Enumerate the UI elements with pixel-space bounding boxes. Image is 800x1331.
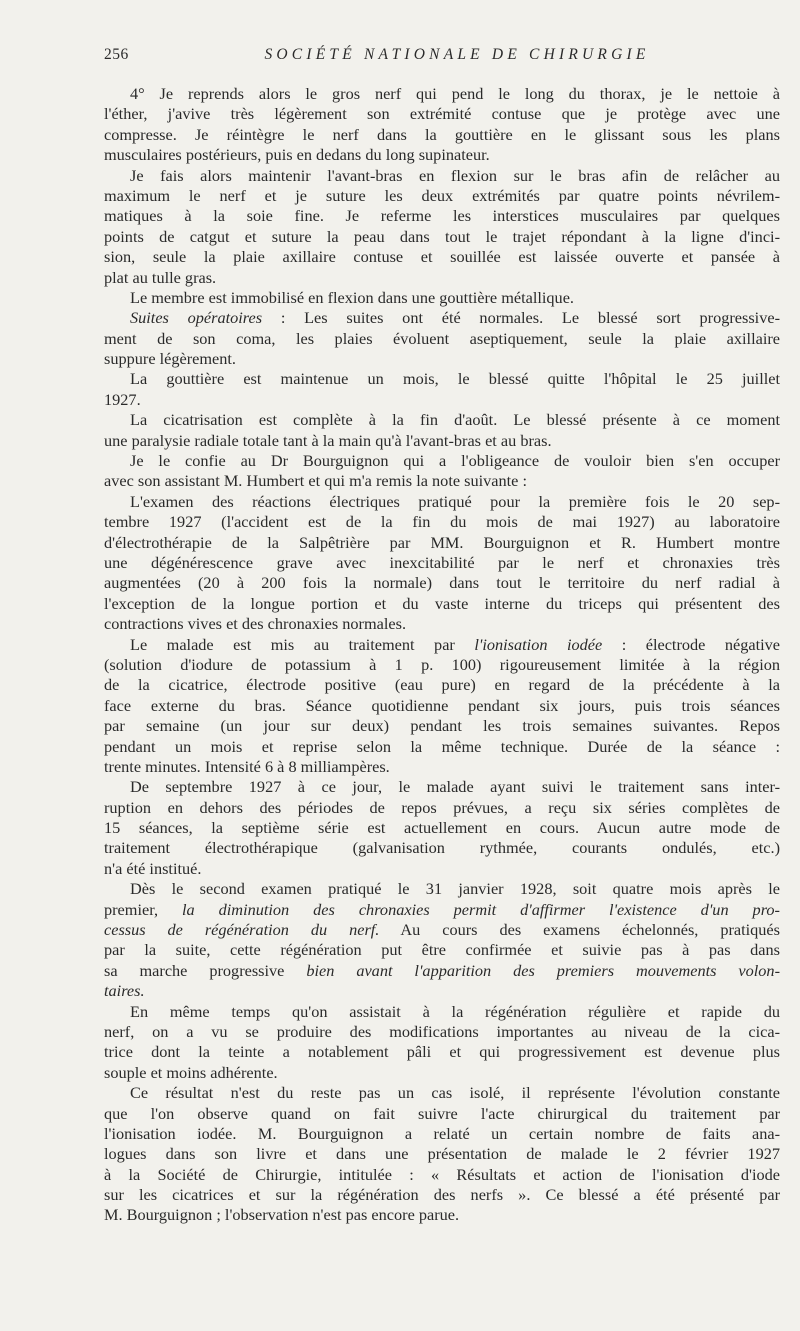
text-run: : électrode négative (602, 634, 781, 654)
running-title: SOCIÉTÉ NATIONALE DE CHIRURGIE (264, 46, 650, 63)
italic-text: cessus de régénération du nerf. (104, 920, 380, 940)
text-run: de la cicatrice, électrode positive (eau pure) en regard de la précédente à la (104, 675, 780, 695)
text-run: nerf, on a vu se produire des modifications importantes au niveau de la cica- (104, 1021, 780, 1041)
text-line (104, 553, 780, 573)
text-line (104, 166, 780, 186)
text-line (104, 308, 780, 328)
text-line (104, 431, 780, 451)
italic-text: bien avant l'apparition des premiers mouvements volon- (306, 960, 780, 980)
text-line (104, 227, 780, 247)
text-line (104, 900, 780, 920)
text-line (104, 594, 780, 614)
text-line (104, 1063, 780, 1083)
text-run: En même temps qu'on assistait à la régénération régulière et rapide du (130, 1001, 780, 1021)
text-line (104, 614, 780, 634)
text-line (104, 1104, 780, 1124)
text-line (104, 818, 780, 838)
text-line (104, 879, 780, 899)
italic-text: Suites opératoires (130, 308, 263, 328)
text-line (104, 104, 780, 124)
text-line (104, 329, 780, 349)
text-run: Le malade est mis au traitement par (130, 634, 475, 654)
text-line (104, 288, 780, 308)
text-line (104, 349, 780, 369)
text-line (104, 125, 780, 145)
text-run: La gouttière est maintenue un mois, le blessé quitte l'hôpital le 25 juillet (130, 369, 780, 389)
text-run: points de catgut et suture la peau dans tout le trajet répondant à la ligne d'inci- (104, 226, 780, 246)
text-line (104, 838, 780, 858)
text-run: avec son assistant M. Humbert et qui m'a remis la note suivante : (104, 471, 527, 491)
text-line (104, 206, 780, 226)
text-run: l'ionisation iodée. M. Bourguignon a relaté un certain nombre de faits ana- (104, 1123, 780, 1143)
text-run: d'électrothérapie de la Salpêtrière par MM. Bourguignon et R. Humbert montre (104, 532, 780, 552)
text-line (104, 757, 780, 777)
text-run: pendant un mois et reprise selon la même technique. Durée de la séance : (104, 736, 780, 756)
text-run: tembre 1927 (l'accident est de la fin du mois de mai 1927) au laboratoire (104, 512, 780, 532)
text-run: trente minutes. Intensité 6 à 8 milliampères. (104, 756, 390, 776)
text-line (104, 737, 780, 757)
text-run: augmentées (20 à 200 fois la normale) dans tout le territoire du nerf radial à (104, 573, 780, 593)
text-line (104, 1042, 780, 1062)
text-line (104, 1002, 780, 1022)
text-run: une dégénérescence grave avec inexcitabilité par le nerf et chronaxies très (104, 552, 780, 572)
text-run: 4° Je reprends alors le gros nerf qui pend le long du thorax, je le nettoie à (130, 84, 780, 103)
text-run: L'examen des réactions électriques pratiqué pour la première fois le 20 sep- (130, 491, 780, 511)
text-run: Je fais alors maintenir l'avant-bras en flexion sur le bras afin de relâcher au (130, 165, 780, 185)
text-line (104, 451, 780, 471)
text-run: contractions vives et des chronaxies normales. (104, 614, 407, 634)
text-line (104, 961, 780, 981)
text-run: une paralysie radiale totale tant à la main qu'à l'avant-bras et au bras. (104, 430, 552, 450)
text-run: que l'on observe quand on fait suivre l'acte chirurgical du traitement par (104, 1103, 780, 1123)
italic-text: l'ionisation iodée (474, 634, 603, 654)
text-line (104, 940, 780, 960)
text-line (104, 84, 780, 104)
text-run: n'a été institué. (104, 858, 202, 878)
text-run: 15 séances, la septième série est actuellement en cours. Aucun autre mode de (104, 818, 780, 838)
text-line (104, 533, 780, 553)
text-run: premier, (104, 899, 183, 919)
text-line (104, 471, 780, 491)
text-run: Dès le second examen pratiqué le 31 janvier 1928, soit quatre mois après le (130, 879, 780, 899)
text-run: Ce résultat n'est du reste pas un cas isolé, il représente l'évolution constante (130, 1083, 780, 1103)
text-run: suppure légèrement. (104, 349, 237, 369)
text-run: (solution d'iodure de potassium à 1 p. 100) rigoureusement limitée à la région (104, 654, 780, 674)
text-line (104, 920, 780, 940)
text-run: musculaires postérieurs, puis en dedans du long supinateur. (104, 145, 490, 165)
text-run: plat au tulle gras. (104, 267, 217, 287)
text-line (104, 1185, 780, 1205)
text-run: souple et moins adhérente. (104, 1062, 278, 1082)
text-line (104, 777, 780, 797)
text-run: 1927. (104, 389, 141, 409)
text-line (104, 492, 780, 512)
text-run: l'éther, j'avive très légèrement son extrémité contuse que je protège avec une (104, 104, 780, 124)
text-line (104, 1083, 780, 1103)
text-line (104, 145, 780, 165)
italic-text: la diminution des chronaxies permit d'affirmer l'existence d'un pro- (182, 899, 780, 919)
text-run: logues dans son livre et dans une présentation de malade le 2 février 1927 (104, 1144, 780, 1164)
text-line (104, 268, 780, 288)
italic-text: taires. (104, 981, 145, 1001)
text-run: M. Bourguignon ; l'observation n'est pas encore parue. (104, 1205, 460, 1225)
text-run: par la suite, cette régénération put être confirmée et suivie pas à pas dans (104, 940, 780, 960)
text-line (104, 1144, 780, 1164)
text-line (104, 655, 780, 675)
text-run: maximum le nerf et je suture les deux extrémités par quatre points névrilem- (104, 185, 780, 205)
text-run: sa marche progressive (104, 960, 307, 980)
text-run: compresse. Je réintègre le nerf dans la gouttière en le glissant sous les plans (104, 124, 780, 144)
page-header (104, 46, 780, 68)
text-run: ruption en dehors des périodes de repos prévues, a reçu six séries complètes de (104, 797, 780, 817)
text-run: Je le confie au Dr Bourguignon qui a l'obligeance de vouloir bien s'en occuper (130, 451, 780, 471)
text-run: De septembre 1927 à ce jour, le malade ayant suivi le traitement sans inter- (130, 777, 780, 797)
body-text (104, 84, 780, 1226)
text-run: ment de son coma, les plaies évoluent aseptiquement, seule la plaie axillaire (104, 328, 780, 348)
text-line (104, 798, 780, 818)
text-line (104, 247, 780, 267)
text-line (104, 635, 780, 655)
text-line (104, 981, 780, 1001)
text-run: face externe du bras. Séance quotidienne pendant six jours, puis trois séances (104, 695, 780, 715)
text-run: sion, seule la plaie axillaire contuse et souillée est laissée ouverte et pansée à (104, 247, 780, 267)
text-run: par semaine (un jour sur deux) pendant les trois semaines suivantes. Repos (104, 716, 780, 736)
text-line (104, 1124, 780, 1144)
text-line (104, 675, 780, 695)
text-line (104, 1205, 780, 1225)
text-line (104, 410, 780, 430)
text-line (104, 859, 780, 879)
text-line (104, 512, 780, 532)
text-run: : Les suites ont été normales. Le blessé sort progressive- (262, 308, 780, 328)
text-run: traitement électrothérapique (galvanisation rythmée, courants ondulés, etc.) (104, 838, 780, 858)
text-run: l'exception de la longue portion et du vaste interne du triceps qui présentent des (104, 593, 780, 613)
text-line (104, 186, 780, 206)
text-run: sur les cicatrices et sur la régénération des nerfs ». Ce blessé a été présenté par (104, 1185, 780, 1205)
text-line (104, 696, 780, 716)
page-number: 256 (104, 46, 129, 63)
text-line (104, 390, 780, 410)
text-line (104, 1022, 780, 1042)
text-run: Le membre est immobilisé en flexion dans une gouttière métallique. (130, 287, 574, 307)
text-run: La cicatrisation est complète à la fin d'août. Le blessé présente à ce moment (130, 410, 780, 430)
text-line (104, 1165, 780, 1185)
text-line (104, 573, 780, 593)
text-line (104, 369, 780, 389)
text-run: trice dont la teinte a notablement pâli et qui progressivement est devenue plus (104, 1042, 780, 1062)
text-run: matiques à la soie fine. Je referme les interstices musculaires par quelques (104, 206, 780, 226)
text-run: à la Société de Chirurgie, intitulée : « Résultats et action de l'ionisation d'iode (104, 1164, 780, 1184)
text-line (104, 716, 780, 736)
text-run: Au cours des examens échelonnés, pratiqués (379, 920, 780, 940)
